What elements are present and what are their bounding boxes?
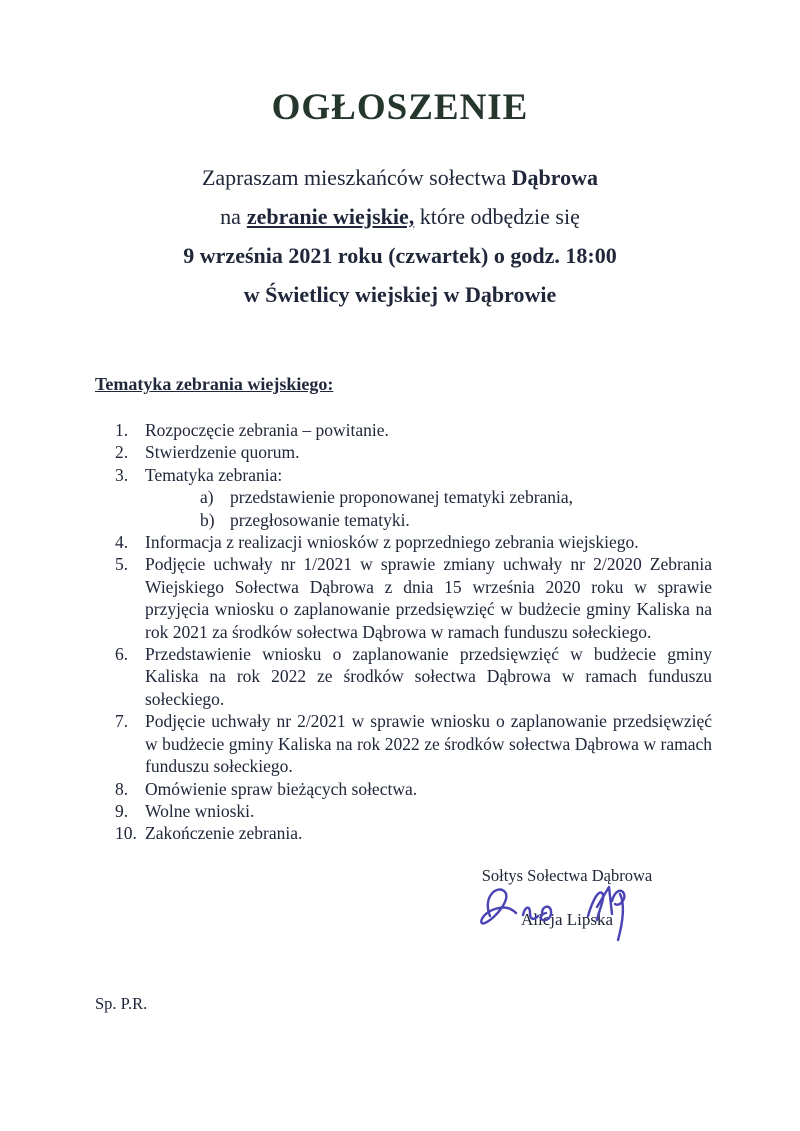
intro-line1-text: Zapraszam mieszkańców sołectwa bbox=[201, 165, 512, 190]
signature-role: Sołtys Sołectwa Dąbrowa bbox=[481, 866, 653, 885]
agenda-item-text: Omówienie spraw bieżących sołectwa. bbox=[145, 778, 418, 799]
agenda-item bbox=[115, 441, 712, 463]
agenda-item-number: 4. bbox=[115, 532, 129, 553]
agenda-item-number: 3. bbox=[115, 464, 129, 485]
agenda-sublist bbox=[115, 486, 712, 531]
agenda-item bbox=[115, 531, 712, 553]
intro-line-4: w Świetlicy wiejskiej w Dąbrowie bbox=[243, 282, 557, 307]
intro-line2-post: które odbędzie się bbox=[414, 204, 580, 229]
agenda-item-text: Informacja z realizacji wniosków z poprzedniego zebrania wiejskiego. bbox=[145, 532, 639, 553]
agenda-item-number: 6. bbox=[115, 644, 129, 665]
agenda-item bbox=[115, 419, 712, 441]
agenda-item-number: 10. bbox=[115, 823, 137, 844]
agenda-item-number: 7. bbox=[115, 711, 129, 732]
agenda-sub-mark: b) bbox=[200, 509, 215, 530]
intro-line-3: 9 września 2021 roku (czwartek) o godz. 18:00 bbox=[183, 243, 617, 268]
intro-line1-bold: Dąbrowa bbox=[511, 165, 599, 190]
agenda-heading: Tematyka zebrania wiejskiego: bbox=[95, 374, 334, 394]
agenda-sub-item bbox=[115, 486, 712, 508]
agenda-item-number: 2. bbox=[115, 442, 129, 463]
agenda-item bbox=[115, 643, 712, 710]
signature-name: Alicja Lipska bbox=[520, 910, 614, 929]
agenda-sub-item bbox=[115, 509, 712, 531]
agenda-item bbox=[115, 778, 712, 800]
agenda-item-text: Podjęcie uchwały nr 2/2021 w sprawie wniosku o zaplanowanie przedsięwzięć w budżecie gminy Kaliska na rok 2022 ze środków sołectwa Dąbrowa w ramach funduszu sołeckiego. bbox=[145, 711, 712, 777]
agenda-item bbox=[115, 553, 712, 643]
agenda-item-text: Przedstawienie wniosku o zaplanowanie przedsięwzięć w budżecie gminy Kaliska na rok 2022 ze środków sołectwa Dąbrowa w ramach funduszu sołeckiego. bbox=[145, 644, 712, 709]
agenda-item-number: 8. bbox=[115, 778, 129, 799]
agenda-item-text: Stwierdzenie quorum. bbox=[145, 442, 300, 463]
agenda-sub-mark: a) bbox=[200, 487, 214, 508]
agenda-item-text: Rozpoczęcie zebrania – powitanie. bbox=[145, 420, 389, 440]
agenda-item-number: 9. bbox=[115, 800, 129, 821]
signature-block bbox=[462, 866, 672, 930]
intro-line2-bold: zebranie wiejskie, bbox=[246, 204, 415, 229]
agenda-item bbox=[115, 822, 712, 844]
agenda-item-number: 1. bbox=[115, 420, 129, 440]
agenda-sub-text: przedstawienie proponowanej tematyki zebrania, bbox=[230, 487, 574, 508]
intro-block bbox=[0, 158, 800, 314]
agenda-item bbox=[115, 800, 712, 822]
intro-line-2 bbox=[0, 197, 800, 236]
agenda-item bbox=[115, 464, 712, 486]
agenda-sub-text: przegłosowanie tematyki. bbox=[230, 509, 410, 530]
agenda-list bbox=[115, 419, 712, 845]
intro-line-1 bbox=[0, 158, 800, 197]
agenda-item-text: Tematyka zebrania: bbox=[145, 464, 283, 485]
agenda-item-number: 5. bbox=[115, 554, 129, 575]
agenda-item-text: Zakończenie zebrania. bbox=[145, 823, 303, 844]
document-title: OGŁOSZENIE bbox=[271, 87, 529, 128]
agenda-item-text: Wolne wnioski. bbox=[145, 800, 255, 821]
intro-line2-pre: na bbox=[220, 204, 241, 229]
agenda-item bbox=[115, 710, 712, 777]
agenda-item-text: Podjęcie uchwały nr 1/2021 w sprawie zmiany uchwały nr 2/2020 Zebrania Wiejskiego Sołectwa Dąbrowa z dnia 15 września 2020 roku w sprawie przyjęcia wniosku o zaplanowanie przedsięwzięć w budżecie gminy Kaliska na rok 2021 za środków sołectwa Dąbrowa w ramach funduszu sołeckiego. bbox=[145, 554, 712, 642]
footer-reference: Sp. P.R. bbox=[95, 994, 148, 1013]
